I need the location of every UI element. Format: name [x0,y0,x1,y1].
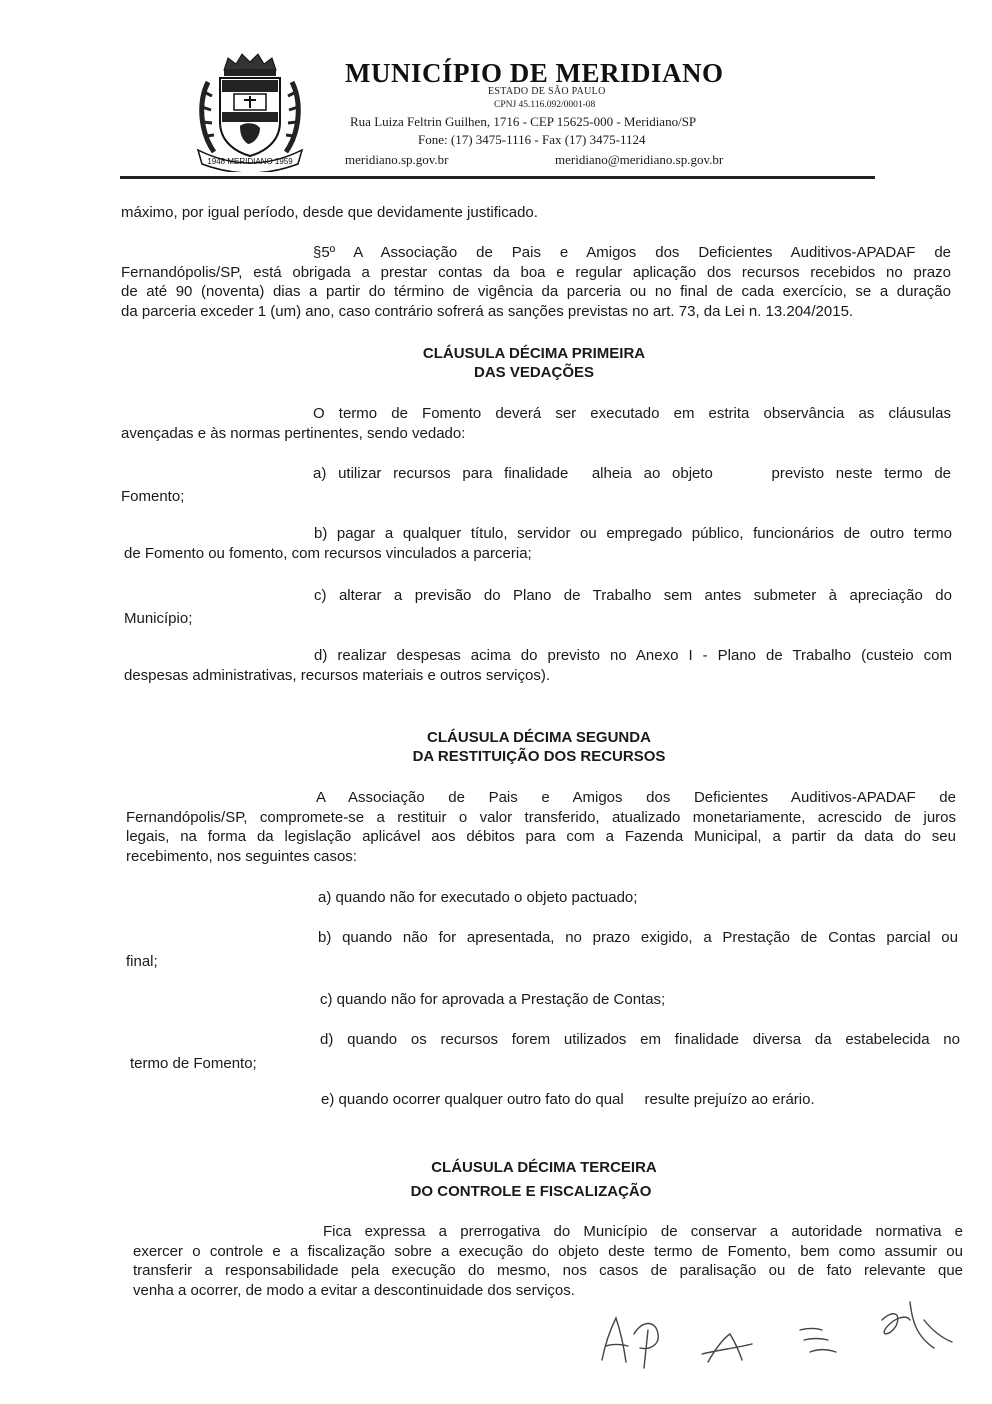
paragraph-line: venha a ocorrer, de modo a evitar a descontinuidade dos serviços. [133,1281,575,1299]
clause-11-item-d [124,646,952,685]
item-line: final; [126,952,158,970]
clause-12-subtitle: DA RESTITUIÇÃO DOS RECURSOS [412,748,666,765]
header-title: MUNICÍPIO DE MERIDIANO [345,58,724,88]
header-website: meridiano.sp.gov.br [345,152,449,167]
clause-12-title: CLÁUSULA DÉCIMA SEGUNDA [427,729,651,746]
paragraph-line: exercer o controle e a fiscalização sobre a execução do objeto deste termo de Fomento, bem como assumir ou [133,1242,963,1260]
clause-11-subtitle: DAS VEDAÇÕES [473,364,595,381]
header-address: Rua Luiza Feltrin Guilhen, 1716 - CEP 15625-000 - Meridiano/SP [350,114,697,129]
clause-12-intro [126,788,956,866]
paragraph-line: O termo de Fomento deverá ser executado em estrita observância as cláusulas [313,405,951,422]
clause-11-item-c [124,586,952,628]
paragraph-line: §5º A Associação de Pais e Amigos dos Deficientes Auditivos-APADAF de [313,244,951,261]
paragraph-line: transferir a responsabilidade pela execução do mesmo, nos casos de paralisação ou de fato relevante que [133,1262,963,1279]
paragraph-5 [121,243,951,321]
clause-11-intro [121,404,951,443]
item-line: despesas administrativas, recursos materiais e outros serviços). [124,666,550,684]
clause-11-item-a [121,464,951,506]
item-line: Município; [124,609,193,627]
item-line: Fomento; [121,487,185,505]
item-line: de Fomento ou fomento, com recursos vinculados a parceria; [124,544,532,562]
paragraph-line: da parceria exceder 1 (um) ano, caso contrário sofrerá as sanções previstas no art. 73, da Lei n. 13.204/2015. [121,302,854,320]
clause-11-title: CLÁUSULA DÉCIMA PRIMEIRA [422,345,646,362]
paragraph-line: A Associação de Pais e Amigos dos Deficientes Auditivos-APADAF de [316,789,956,806]
clause-11-item-b [124,524,952,563]
item-line: d) realizar despesas acima do previsto no Anexo I - Plano de Trabalho (custeio com [314,647,952,664]
clause-12-item-b [126,928,958,971]
header-divider [120,176,875,179]
clause-13-title: CLÁUSULA DÉCIMA TERCEIRA [431,1159,657,1176]
paragraph-continuation: máximo, por igual período, desde que devidamente justificado. [121,204,538,221]
item-line: c) alterar a previsão do Plano de Trabalho sem antes submeter à apreciação do [314,587,952,604]
clause-13-subtitle: DO CONTROLE E FISCALIZAÇÃO [410,1183,652,1200]
header-phone: Fone: (17) 3475-1116 - Fax (17) 3475-1124 [418,132,646,147]
handwritten-initials [590,1290,970,1380]
header-cnpj: CPNJ 45.116.092/0001-08 [494,100,596,110]
clause-12-item-e: e) quando ocorrer qualquer outro fato do qual resulte prejuízo ao erário. [321,1091,815,1108]
municipal-crest-icon [194,52,306,172]
svg-text:1948 MERIDIANO 1959: 1948 MERIDIANO 1959 [207,157,293,166]
paragraph-line: legais, na forma da legislação aplicável aos débitos para com a Fazenda Municipal, a partir da data do seu [126,828,956,845]
clause-13-paragraph [133,1222,963,1300]
paragraph-line: de até 90 (noventa) dias a partir do término de vigência da parceria ou no final de cada exercício, se a duração [121,283,951,300]
header-state: ESTADO DE SÃO PAULO [488,86,606,97]
item-line: d) quando os recursos forem utilizados em finalidade diversa da estabelecida no [320,1031,960,1048]
item-line: termo de Fomento; [130,1054,257,1072]
clause-12-item-d [130,1030,960,1073]
paragraph-line: avençadas e às normas pertinentes, sendo vedado: [121,424,466,442]
clause-12-item-a: a) quando não for executado o objeto pactuado; [318,889,638,906]
clause-12-item-c: c) quando não for aprovada a Prestação de Contas; [320,991,666,1008]
paragraph-line: Fica expressa a prerrogativa do Município de conservar a autoridade normativa e [323,1223,963,1240]
item-line: b) pagar a qualquer título, servidor ou empregado público, funcionários de outro termo [314,525,952,542]
item-line: a) utilizar recursos para finalidade alheia ao objeto previsto neste termo de [313,465,951,482]
item-line: b) quando não for apresentada, no prazo exigido, a Prestação de Contas parcial ou [318,929,958,946]
header-email: meridiano@meridiano.sp.gov.br [555,152,724,167]
paragraph-line: Fernandópolis/SP, está obrigada a prestar contas da boa e regular aplicação dos recursos recebidos no prazo [121,263,951,281]
paragraph-line: recebimento, nos seguintes casos: [126,847,357,865]
paragraph-line: Fernandópolis/SP, compromete-se a restituir o valor transferido, atualizado monetariamente, acrescido de juros [126,808,956,826]
